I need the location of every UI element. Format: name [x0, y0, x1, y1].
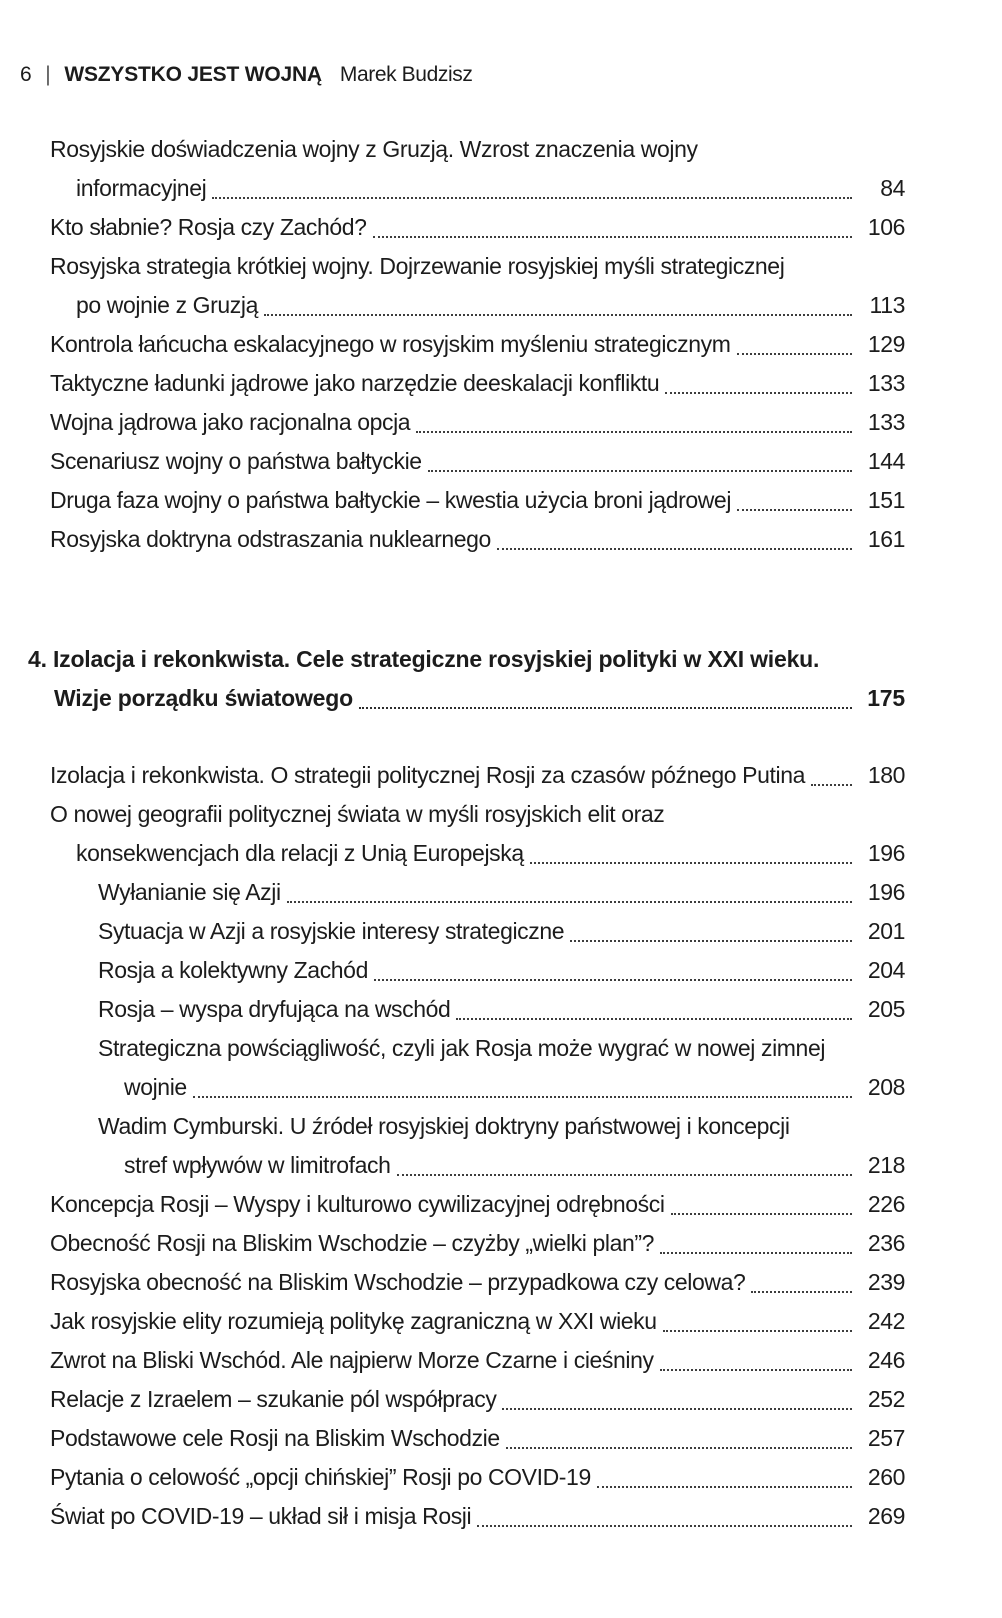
leader-dots [374, 978, 852, 981]
leader-dots [660, 1368, 852, 1371]
toc-entry-text: Rosyjska obecność na Bliskim Wschodzie – przypadkowa czy celowa? [50, 1269, 746, 1295]
toc-subentry [28, 1107, 905, 1185]
toc-entry-text: Rosyjska doktryna odstraszania nuklearnego [50, 526, 491, 552]
toc-entry-text: Rosyjska strategia krótkiej wojny. Dojrzewanie rosyjskiej myśli strategicznej [50, 253, 785, 279]
toc-chapter-heading [28, 640, 905, 718]
leader-dots [502, 1407, 852, 1410]
toc-entry [28, 1302, 905, 1341]
running-header [20, 62, 905, 88]
leader-dots [428, 469, 852, 472]
toc-entry-text: Izolacja i rekonkwista. O strategii politycznej Rosji za czasów późnego Putina [50, 762, 806, 788]
toc-page-number: 208 [867, 1074, 905, 1100]
toc-page-number: 201 [867, 918, 905, 944]
toc-page-number: 84 [880, 175, 905, 201]
toc-entry-text: Rosja – wyspa dryfująca na wschód [98, 996, 451, 1022]
toc-page-number: 239 [867, 1269, 905, 1295]
leader-dots [663, 1329, 852, 1332]
toc-entry [28, 208, 905, 247]
toc-entry [28, 1458, 905, 1497]
leader-dots [570, 939, 852, 942]
leader-dots [456, 1017, 852, 1020]
leader-dots [373, 235, 852, 238]
toc-entry [28, 130, 905, 208]
toc-entry [28, 1341, 905, 1380]
toc-entry-text: informacyjnej [76, 175, 207, 201]
leader-dots [751, 1290, 852, 1293]
leader-dots [193, 1095, 852, 1098]
leader-dots [597, 1485, 852, 1488]
toc-page-number: 205 [867, 996, 905, 1022]
header-divider: | [45, 63, 51, 86]
toc-page-number: 226 [867, 1191, 905, 1217]
leader-dots [359, 706, 852, 709]
toc-entry-text: stref wpływów w limitrofach [124, 1152, 391, 1178]
toc-entry [28, 1185, 905, 1224]
toc-page-number: 161 [867, 526, 905, 552]
leader-dots [397, 1173, 852, 1176]
toc-entry [28, 1380, 905, 1419]
toc-page-number: 180 [867, 762, 905, 788]
leader-dots [506, 1446, 852, 1449]
toc-entry-text: Kontrola łańcucha eskalacyjnego w rosyjskim myśleniu strategicznym [50, 331, 731, 357]
leader-dots [264, 313, 852, 316]
toc-entry-text: 4. Izolacja i rekonkwista. Cele strategiczne rosyjskiej polityki w XXI wieku. [28, 646, 820, 672]
toc-entry [28, 1224, 905, 1263]
toc-entry-text: Podstawowe cele Rosji na Bliskim Wschodzie [50, 1425, 500, 1451]
leader-dots [212, 196, 852, 199]
toc-entry [28, 1497, 905, 1536]
leader-dots [737, 352, 852, 355]
toc-entry-text: Wizje porządku światowego [54, 685, 353, 711]
toc-entry [28, 481, 905, 520]
header-author: Marek Budzisz [339, 63, 473, 86]
toc-entry-text: Relacje z Izraelem – szukanie pól współpracy [50, 1386, 497, 1412]
leader-dots [811, 783, 852, 786]
header-page-number: 6 [20, 63, 32, 86]
toc-entry-text: Świat po COVID-19 – układ sił i misja Rosji [50, 1503, 472, 1529]
toc-entry-text: Rosyjskie doświadczenia wojny z Gruzją. Wzrost znaczenia wojny [50, 136, 698, 162]
toc-entry [28, 403, 905, 442]
toc-subentry [28, 873, 905, 912]
toc-entry-text: O nowej geografii politycznej świata w myśli rosyjskich elit oraz [50, 801, 665, 827]
toc-page-number: 151 [867, 487, 905, 513]
toc-page-number: 144 [867, 448, 905, 474]
toc-entry [28, 364, 905, 403]
leader-dots [665, 391, 852, 394]
toc-entry-text: Obecność Rosji na Bliskim Wschodzie – czyżby „wielki plan”? [50, 1230, 655, 1256]
toc-page-number: 106 [867, 214, 905, 240]
toc-subentry [28, 951, 905, 990]
toc-page-number: 269 [867, 1503, 905, 1529]
toc-entry-text: Wyłanianie się Azji [98, 879, 281, 905]
toc-page-number: 246 [867, 1347, 905, 1373]
toc-entry-text: Scenariusz wojny o państwa bałtyckie [50, 448, 422, 474]
toc-entry-text: Rosja a kolektywny Zachód [98, 957, 368, 983]
toc-page-number: 133 [867, 409, 905, 435]
toc-entry-text: Pytania o celowość „opcji chińskiej” Rosji po COVID-19 [50, 1464, 591, 1490]
leader-dots [737, 508, 852, 511]
toc-entry-text: Wojna jądrowa jako racjonalna opcja [50, 409, 411, 435]
leader-dots [660, 1251, 852, 1254]
toc-entry-text: Sytuacja w Azji a rosyjskie interesy strategiczne [98, 918, 565, 944]
toc-page-number: 236 [867, 1230, 905, 1256]
toc-entry [28, 520, 905, 559]
toc-entry [28, 247, 905, 325]
leader-dots [530, 861, 852, 864]
leader-dots [416, 430, 852, 433]
toc-entry-text: po wojnie z Gruzją [76, 292, 258, 318]
toc-entry [28, 325, 905, 364]
toc-page-number: 133 [867, 370, 905, 396]
toc-subentry [28, 990, 905, 1029]
toc-entry-text: Druga faza wojny o państwa bałtyckie – kwestia użycia broni jądrowej [50, 487, 732, 513]
toc-page-number: 257 [867, 1425, 905, 1451]
toc-entry [28, 1419, 905, 1458]
toc-entry [28, 795, 905, 873]
toc-list [28, 130, 905, 1536]
leader-dots [497, 547, 852, 550]
toc-page-number: 204 [867, 957, 905, 983]
toc-subentry [28, 1029, 905, 1107]
toc-entry-text: Strategiczna powściągliwość, czyli jak Rosja może wygrać w nowej zimnej [98, 1035, 826, 1061]
toc-page-number: 242 [867, 1308, 905, 1334]
toc-entry-text: Koncepcja Rosji – Wyspy i kulturowo cywilizacyjnej odrębności [50, 1191, 665, 1217]
toc-entry-text: wojnie [124, 1074, 187, 1100]
toc-page-number: 260 [867, 1464, 905, 1490]
toc-page-number: 252 [867, 1386, 905, 1412]
toc-entry-text: Taktyczne ładunki jądrowe jako narzędzie deeskalacji konfliktu [50, 370, 660, 396]
leader-dots [477, 1524, 852, 1527]
toc-page-number: 113 [869, 292, 905, 318]
toc-entry-text: Zwrot na Bliski Wschód. Ale najpierw Morze Czarne i cieśniny [50, 1347, 654, 1373]
toc-entry-text: konsekwencjach dla relacji z Unią Europejską [76, 840, 524, 866]
toc-page-number: 218 [867, 1152, 905, 1178]
toc-subentry [28, 912, 905, 951]
toc-entry-text: Wadim Cymburski. U źródeł rosyjskiej doktryny państwowej i koncepcji [98, 1113, 790, 1139]
toc-page-number: 175 [867, 685, 905, 711]
toc-entry-text: Jak rosyjskie elity rozumieją politykę zagraniczną w XXI wieku [50, 1308, 657, 1334]
toc-entry [28, 756, 905, 795]
leader-dots [287, 900, 852, 903]
toc-page-number: 196 [867, 879, 905, 905]
header-book-title: WSZYSTKO JEST WOJNĄ [64, 63, 322, 86]
leader-dots [671, 1212, 852, 1215]
toc-entry [28, 1263, 905, 1302]
toc-entry-text: Kto słabnie? Rosja czy Zachód? [50, 214, 367, 240]
toc-page-number: 129 [867, 331, 905, 357]
toc-entry [28, 442, 905, 481]
toc-page-number: 196 [867, 840, 905, 866]
